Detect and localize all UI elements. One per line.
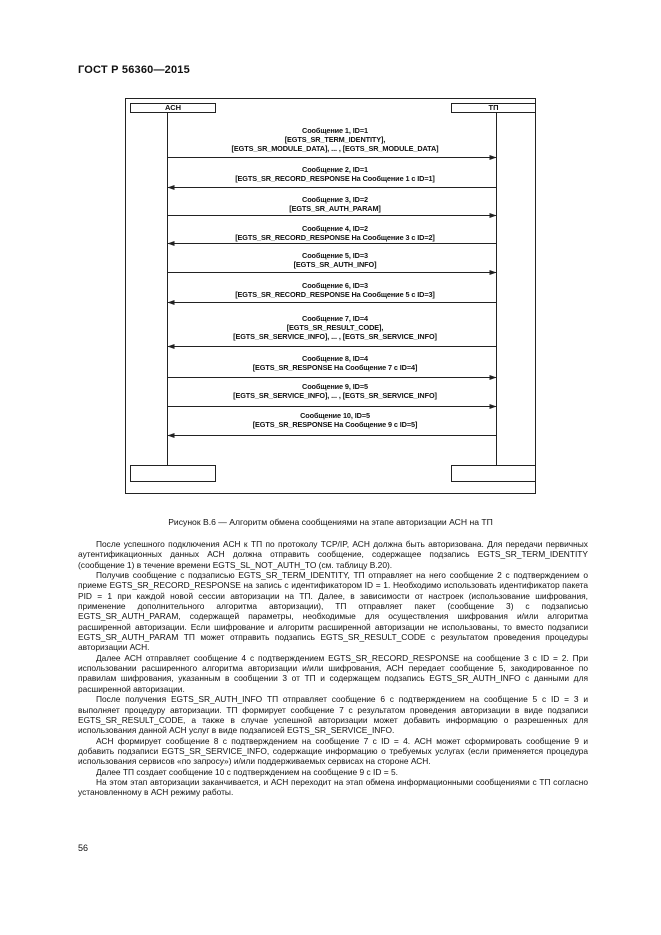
lane-label-left: АСН (164, 103, 182, 112)
message-1-line-3: [EGTS_SR_MODULE_DATA], ... , [EGTS_SR_MODULE_DATA] (231, 144, 439, 154)
paragraph-7: На этом этап авторизации заканчивается, и АСН переходит на этап обмена информационными сообщениями с ТП согласно установленному в АСН режиму работы. (78, 776, 588, 798)
standard-header: ГОСТ Р 56360—2015 (78, 64, 190, 76)
message-7-arrow-head (168, 344, 175, 349)
message-10 (171, 411, 499, 429)
message-8-line-2: [EGTS_SR_RESPONSE На Сообщение 7 с ID=4] (252, 363, 418, 373)
message-9-line-2: [EGTS_SR_SERVICE_INFO], ... , [EGTS_SR_SERVICE_INFO] (233, 391, 437, 401)
message-9-arrow-head (490, 404, 497, 409)
sequence-diagram (125, 98, 536, 494)
paragraph-3: Далее АСН отправляет сообщение 4 с подтверждением EGTS_SR_RECORD_RESPONSE на сообщение 3 с ID = 2. При использовании расширенного алгоритма авторизации и/или шифрования, АСН передает сообщение 5, закодированное по правилам шифрования, указанным в сообщении 3 от ТП и содержащем подзапись EGTS_SR_AUTH_INFO с данными для расширенной авторизации. (78, 652, 588, 694)
message-4-line-2: [EGTS_SR_RECORD_RESPONSE На Сообщение 3 с ID=2] (235, 233, 435, 243)
body-text (78, 539, 588, 798)
paragraph-2: Получив сообщение с подзаписью EGTS_SR_TERM_IDENTITY, ТП отправляет на него сообщение 2 с подтверждением о приеме EGTS_SR_RECORD_RESPONSE на запись с идентификатором ID = 1. Необходимо использовать идентификатор пакета PID = 1 при каждой новой сессии авторизации на ТП. Далее, в зависимости от настроек (использование шифрования, применение дополнительного алгоритма авторизации), ТП отправляет пакет (сообщение 3) с подзаписью EGTS_SR_AUTH_PARAM, содержащей параметры, необходимые для осуществления шифрования и/или алгоритма расширенной авторизации. Если шифрование и алгоритм расширенной авторизации не использованы, то вместо подзаписи EGTS_SR_AUTH_PARAM ТП может отправить подзапись EGTS_SR_RESULT_CODE с результатом проведения процедуры авторизации АСН. (78, 570, 588, 653)
message-4-line-1: Сообщение 4, ID=2 (302, 224, 368, 233)
message-3 (171, 195, 499, 213)
message-2 (171, 165, 499, 183)
message-4 (171, 224, 499, 242)
message-8-arrow-head (490, 375, 497, 380)
message-3-line-2: [EGTS_SR_AUTH_PARAM] (289, 204, 381, 214)
message-8-line-1: Сообщение 8, ID=4 (302, 354, 368, 363)
message-2-line-2: [EGTS_SR_RECORD_RESPONSE На Сообщение 1 с ID=1] (235, 174, 435, 184)
message-9 (171, 382, 499, 400)
message-6 (171, 281, 499, 299)
message-7 (171, 314, 499, 342)
message-6-line-2: [EGTS_SR_RECORD_RESPONSE На Сообщение 5 с ID=3] (235, 290, 435, 300)
message-3-line-1: Сообщение 3, ID=2 (302, 195, 368, 204)
paragraph-6: Далее ТП создает сообщение 10 с подтверждением на сообщение 9 с ID = 5. (96, 766, 398, 777)
message-2-arrow-head (168, 185, 175, 190)
message-2-line-1: Сообщение 2, ID=1 (302, 165, 368, 174)
message-6-line-1: Сообщение 6, ID=3 (302, 281, 368, 290)
message-10-line-1: Сообщение 10, ID=5 (300, 411, 370, 420)
paragraph-5: АСН формирует сообщение 8 с подтверждением на сообщение 7 с ID = 4. АСН может сформировать сообщение 9 и добавить подзаписи EGTS_SR_SERVICE_INFO, содержащие информацию о требуемых услугах (если применяется процедура использования сервисов «по запросу») и/или поддерживаемых сервисах на стороне АСН. (78, 735, 588, 767)
message-6-arrow-head (168, 300, 175, 305)
message-7-line-1: Сообщение 7, ID=4 (302, 314, 368, 323)
message-7-line-2: [EGTS_SR_RESULT_CODE], (286, 323, 384, 333)
paragraph-1: После успешного подключения АСН к ТП по протоколу TCP/IP, АСН должна быть авторизована. Для передачи первичных аутентификационных данных АСН должна отправить сообщение, содержащее подзапись EGTS_SR_TERM_IDENTITY (сообщение 1) в течение времени EGTS_SL_NOT_AUTH_TO (см. таблицу В.20). (78, 539, 588, 570)
message-3-arrow-head (490, 213, 497, 218)
lane-label-right: ТП (488, 103, 499, 112)
message-1-arrow-head (490, 155, 497, 160)
message-10-line-2: [EGTS_SR_RESPONSE На Сообщение 9 с ID=5] (252, 420, 418, 430)
message-9-line-1: Сообщение 9, ID=5 (302, 382, 368, 391)
message-5-arrow-head (490, 270, 497, 275)
message-5-line-1: Сообщение 5, ID=3 (302, 251, 368, 260)
message-1-line-1: Сообщение 1, ID=1 (302, 126, 368, 135)
message-5-line-2: [EGTS_SR_AUTH_INFO] (293, 260, 377, 270)
paragraph-4: После получения EGTS_SR_AUTH_INFO ТП отправляет сообщение 6 с подтверждением на сообщение 5 с ID = 3 и выполняет процедуру авторизации. ТП формирует сообщение 7 с результатом проведения авторизации в виде подзаписи EGTS_SR_RESULT_CODE, а также в случае успешной авторизации может добавить информацию о разрешенных для использования данной АСН услуг в виде подзаписей EGTS_SR_SERVICE_INFO. (78, 694, 588, 736)
page-number: 56 (78, 843, 89, 853)
message-7-line-3: [EGTS_SR_SERVICE_INFO], ... , [EGTS_SR_SERVICE_INFO] (233, 332, 437, 342)
message-10-arrow-head (168, 433, 175, 438)
message-8 (171, 354, 499, 372)
message-1 (171, 126, 499, 154)
message-5 (171, 251, 499, 269)
message-1-line-2: [EGTS_SR_TERM_IDENTITY], (284, 135, 386, 145)
figure-caption: Рисунок В.6 — Алгоритм обмена сообщениями на этапе авторизации АСН на ТП (168, 517, 493, 527)
